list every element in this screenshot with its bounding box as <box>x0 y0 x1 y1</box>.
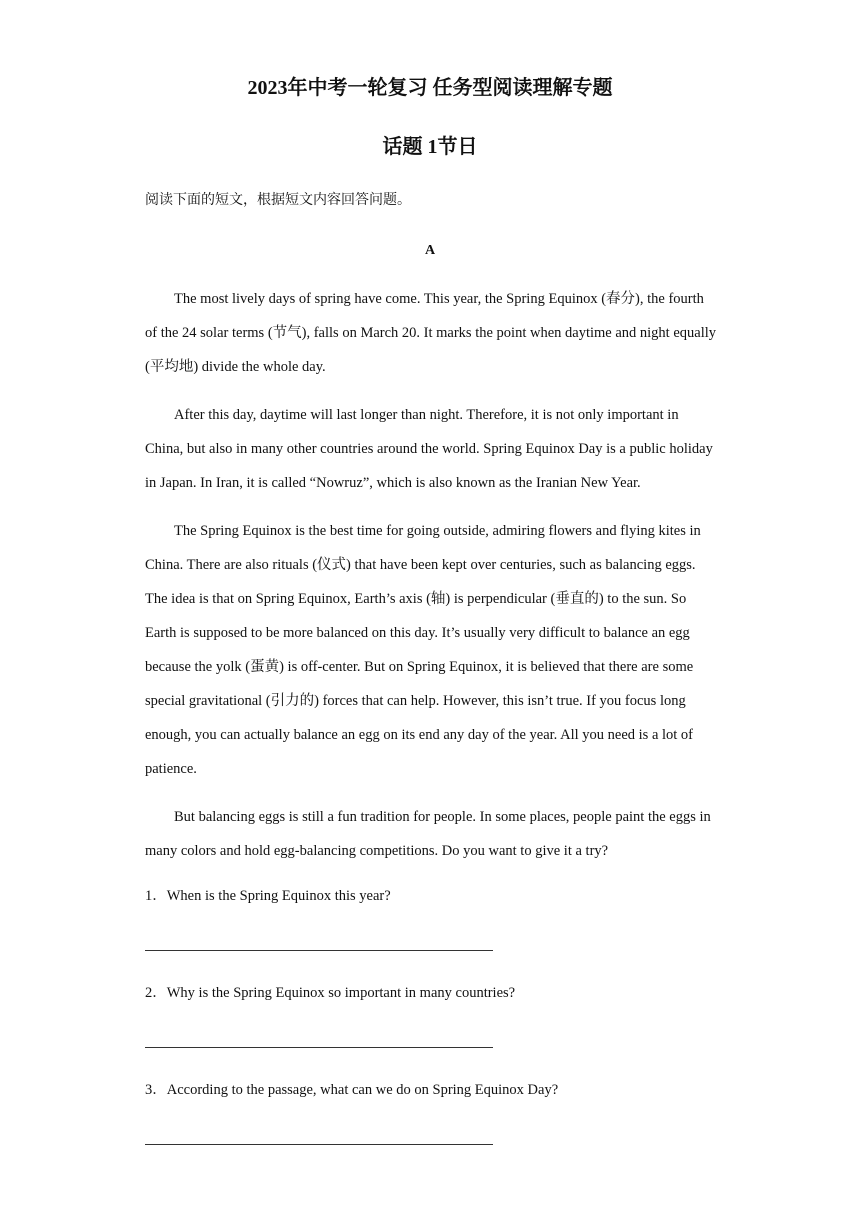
document-subtitle: 话题 1节日 <box>382 136 478 158</box>
question-item <box>145 882 717 979</box>
reading-passage <box>145 282 717 882</box>
passage-paragraph: After this day, daytime will last longer than night. Therefore, it is not only important in China, but also in many other countries around the world. Spring Equinox Day is a public holiday in Japan. In Iran, it is called “Nowruz”, which is also known as the Iranian New Year. <box>145 407 713 491</box>
question-text: 2．Why is the Spring Equinox so important in many countries? <box>145 985 516 1001</box>
answer-line[interactable] <box>145 1047 493 1048</box>
question-text: 1．When is the Spring Equinox this year? <box>145 888 391 904</box>
question-item <box>145 1076 717 1173</box>
question-text: 3．According to the passage, what can we do on Spring Equinox Day? <box>145 1082 559 1098</box>
passage-paragraph: The most lively days of spring have come. This year, the Spring Equinox (春分), the fourth of the 24 solar terms (节气), falls on March 20. It marks the point when daytime and night equally (平均地) divide the whole day. <box>145 291 717 375</box>
question-item <box>145 979 717 1076</box>
passage-paragraph: The Spring Equinox is the best time for going outside, admiring flowers and flying kites in China. There are also rituals (仪式) that have been kept over centuries, such as balancing eggs. The idea is that on Spring Equinox, Earth’s axis (轴) is perpendicular (垂直的) to the sun. So Earth is supposed to be more balanced on this day. It’s usually very difficult to balance an egg because the yolk (蛋黄) is off-center. But on Spring Equinox, it is believed that there are some special gravitational (引力的) forces that can help. However, this isn’t true. If you focus long enough, you can actually balance an egg on its end any day of the year. All you need is a lot of patience. <box>145 523 701 777</box>
answer-line[interactable] <box>145 1144 493 1145</box>
answer-line[interactable] <box>145 950 493 951</box>
passage-paragraph: But balancing eggs is still a fun tradition for people. In some places, people paint the eggs in many colors and hold egg-balancing competitions. Do you want to give it a try? <box>145 809 711 859</box>
section-label: A <box>424 243 436 258</box>
instruction-text: 阅读下面的短文，根据短文内容回答问题。 <box>145 193 411 208</box>
document-title: 2023年中考一轮复习 任务型阅读理解专题 <box>247 77 613 99</box>
question-list <box>145 882 717 1173</box>
